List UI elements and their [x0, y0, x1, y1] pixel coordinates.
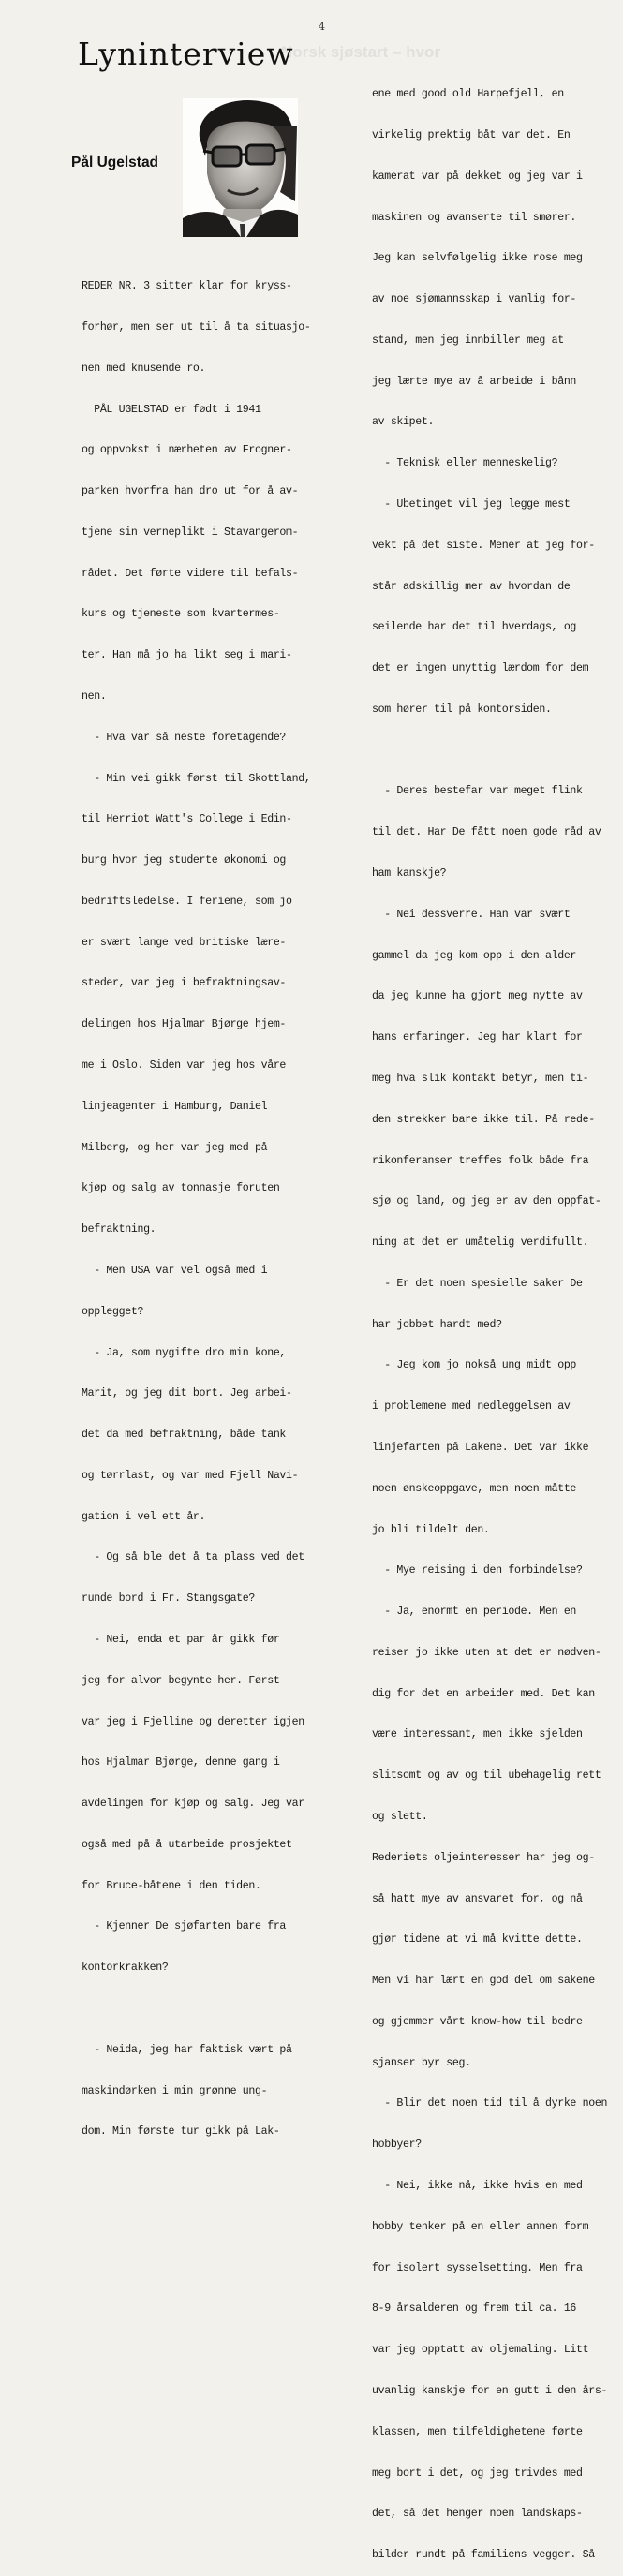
text-line: - Min vei gikk først til Skottland,	[82, 772, 311, 785]
text-line: maskinen og avanserte til smører.	[372, 211, 577, 224]
text-line: det er ingen unyttig lærdom for dem	[372, 662, 589, 675]
text-line: - Jeg kom jo nokså ung midt opp	[372, 1359, 577, 1372]
portrait-drawing	[183, 98, 298, 237]
text-line: jeg lærte mye av å arbeide i bånn	[372, 375, 577, 388]
text-line: ham kanskje?	[372, 867, 447, 881]
text-line: linjeagenter i Hamburg, Daniel	[82, 1100, 268, 1113]
text-line: hans erfaringer. Jeg har klart for	[372, 1031, 583, 1044]
text-line: slitsomt og av og til ubehagelig rett	[372, 1769, 601, 1783]
text-line: avdelingen for kjøp og salg. Jeg var	[82, 1798, 304, 1811]
text-line: tjene sin verneplikt i Stavangerom-	[82, 526, 299, 539]
text-line: og gjemmer vårt know-how til bedre	[372, 2015, 583, 2028]
text-line: ter. Han må jo ha likt seg i mari-	[82, 649, 292, 662]
text-line: ning at det er umåtelig verdifullt.	[372, 1236, 589, 1250]
text-line: - Og så ble det å ta plass ved det	[82, 1551, 304, 1564]
text-line: hobbyer?	[372, 2139, 422, 2152]
text-line: klassen, men tilfeldighetene førte	[372, 2425, 583, 2438]
text-line: hobby tenker på en eller annen form	[372, 2220, 589, 2233]
text-line: delingen hos Hjalmar Bjørge hjem-	[82, 1018, 287, 1031]
text-line: stand, men jeg innbiller meg at	[372, 333, 564, 347]
text-line: kurs og tjeneste som kvartermes-	[82, 608, 280, 621]
text-line: steder, var jeg i befraktningsav-	[82, 977, 287, 990]
text-line: kamerat var på dekket og jeg var i	[372, 170, 583, 183]
text-line: Milberg, og her var jeg med på	[82, 1141, 268, 1154]
text-line: være interessant, men ikke sjelden	[372, 1728, 583, 1741]
text-line: også med på å utarbeide prosjektet	[82, 1838, 292, 1851]
text-line: - Ubetinget vil jeg legge mest	[372, 498, 571, 511]
text-line: bedriftsledelse. I feriene, som jo	[82, 895, 292, 908]
text-line: - Hva var så neste foretagende?	[82, 731, 287, 744]
text-line: - Blir det noen tid til å dyrke noen	[372, 2097, 608, 2110]
text-line: har jobbet hardt med?	[372, 1318, 502, 1331]
text-line: sjanser byr seg.	[372, 2056, 471, 2069]
portrait-photo	[183, 98, 298, 237]
text-line: til det. Har De fått noen gode råd av	[372, 826, 601, 839]
bleed-through-heading: Norsk sjøstart – hvor	[281, 43, 441, 61]
text-line: den strekker bare ikke til. På rede-	[372, 1113, 595, 1126]
text-line: dom. Min første tur gikk på Lak-	[82, 2125, 280, 2139]
text-line: Jeg kan selvfølgelig ikke rose meg	[372, 252, 583, 265]
text-line: Men vi har lært en god del om sakene	[372, 1975, 595, 1988]
text-line: av skipet.	[372, 416, 435, 429]
text-line: - Men USA var vel også med i	[82, 1264, 268, 1277]
column-masthead: Lyninterview	[78, 36, 294, 72]
text-line	[372, 745, 606, 759]
text-line: bilder rundt på familiens vegger. Så	[372, 2549, 595, 2562]
text-line: var jeg i Fjelline og deretter igjen	[82, 1715, 304, 1728]
text-line	[82, 2003, 306, 2017]
text-line: - Mye reising i den forbindelse?	[372, 1564, 583, 1577]
text-line: meg bort i det, og jeg trivdes med	[372, 2466, 583, 2480]
text-line: sjø og land, og jeg er av den oppfat-	[372, 1195, 601, 1208]
text-line: nen med knusende ro.	[82, 362, 206, 375]
text-line: dig for det en arbeider med. Det kan	[372, 1687, 595, 1700]
text-line: til Herriot Watt's College i Edin-	[82, 813, 292, 826]
text-line: i problemene med nedleggelsen av	[372, 1400, 571, 1414]
text-line: - Nei, enda et par år gikk før	[82, 1633, 280, 1646]
text-line: - Er det noen spesielle saker De	[372, 1277, 583, 1290]
text-line: da jeg kunne ha gjort meg nytte av	[372, 990, 583, 1003]
interviewee-name: Pål Ugelstad	[71, 155, 159, 170]
text-line: seilende har det til hverdags, og	[372, 621, 577, 634]
text-line: - Ja, som nygifte dro min kone,	[82, 1346, 287, 1359]
text-line: - Nei dessverre. Han var svært	[372, 908, 571, 921]
text-line: gjør tidene at vi må kvitte dette.	[372, 1933, 583, 1947]
article-column-left	[82, 253, 311, 2154]
text-line: gation i vel ett år.	[82, 1510, 206, 1523]
text-line: av noe sjømannsskap i vanlig for-	[372, 293, 577, 306]
text-line: - Deres bestefar var meget flink	[372, 785, 583, 798]
text-line: så hatt mye av ansvaret for, og nå	[372, 1892, 583, 1905]
text-line: - Teknisk eller menneskelig?	[372, 457, 558, 470]
text-line: 8-9 årsalderen og frem til ca. 16	[372, 2302, 577, 2316]
text-line: nen.	[82, 690, 107, 703]
text-line: hos Hjalmar Bjørge, denne gang i	[82, 1756, 280, 1769]
text-line: - Neida, jeg har faktisk vært på	[82, 2043, 292, 2056]
text-line: reiser jo ikke uten at det er nødven-	[372, 1646, 601, 1659]
text-line: burg hvor jeg studerte økonomi og	[82, 854, 287, 867]
text-line: rådet. Det førte videre til befals-	[82, 567, 299, 580]
text-line: linjefarten på Lakene. Det var ikke	[372, 1441, 589, 1454]
text-line: noen ønskeoppgave, men noen måtte	[372, 1482, 577, 1495]
text-line: PÅL UGELSTAD er født i 1941	[82, 403, 261, 416]
text-line: - Nei, ikke nå, ikke hvis en med	[372, 2180, 583, 2193]
text-line: det, så det henger noen landskaps-	[372, 2508, 583, 2521]
text-line: det da med befraktning, både tank	[82, 1429, 287, 1442]
text-line: meg hva slik kontakt betyr, men ti-	[372, 1072, 589, 1085]
text-line: og oppvokst i nærheten av Frogner-	[82, 444, 292, 457]
text-line: forhør, men ser ut til å ta situasjo-	[82, 320, 311, 333]
text-line: jeg for alvor begynte her. Først	[82, 1674, 280, 1687]
article-column-right	[372, 61, 606, 2576]
page-number: 4	[319, 21, 325, 33]
text-line: som hører til på kontorsiden.	[372, 703, 552, 716]
text-line: uvanlig kanskje for en gutt i den års-	[372, 2384, 608, 2397]
text-line: jo bli tildelt den.	[372, 1523, 490, 1536]
text-line: kjøp og salg av tonnasje foruten	[82, 1182, 280, 1195]
text-line: befraktning.	[82, 1223, 156, 1236]
text-line: for Bruce-båtene i den tiden.	[82, 1879, 261, 1892]
text-line: me i Oslo. Siden var jeg hos våre	[82, 1059, 287, 1073]
text-line: REDER NR. 3 sitter klar for kryss-	[82, 280, 292, 293]
text-line: for isolert sysselsetting. Men fra	[372, 2261, 583, 2274]
text-line: runde bord i Fr. Stangsgate?	[82, 1592, 256, 1606]
text-line: står adskillig mer av hvordan de	[372, 580, 571, 593]
text-line: ene med good old Harpefjell, en	[372, 88, 564, 101]
text-line: rikonferanser treffes folk både fra	[372, 1154, 589, 1167]
text-line: Rederiets oljeinteresser har jeg og-	[372, 1851, 595, 1864]
text-line: - Kjenner De sjøfarten bare fra	[82, 1920, 287, 1933]
text-line: Marit, og jeg dit bort. Jeg arbei-	[82, 1387, 292, 1400]
text-line: opplegget?	[82, 1305, 144, 1318]
text-line: gammel da jeg kom opp i den alder	[372, 949, 577, 962]
text-line: og slett.	[372, 1811, 428, 1823]
text-line: kontorkrakken?	[82, 1962, 169, 1975]
text-line: er svært lange ved britiske lære-	[82, 936, 287, 949]
text-line: virkelig prektig båt var det. En	[372, 128, 571, 141]
text-line: maskindørken i min grønne ung-	[82, 2084, 268, 2097]
text-line: parken hvorfra han dro ut for å av-	[82, 485, 299, 498]
text-line: vekt på det siste. Mener at jeg for-	[372, 539, 595, 552]
text-line: var jeg opptatt av oljemaling. Litt	[372, 2344, 589, 2357]
text-line: - Ja, enormt en periode. Men en	[372, 1606, 577, 1619]
text-line: og tørrlast, og var med Fjell Navi-	[82, 1469, 299, 1482]
